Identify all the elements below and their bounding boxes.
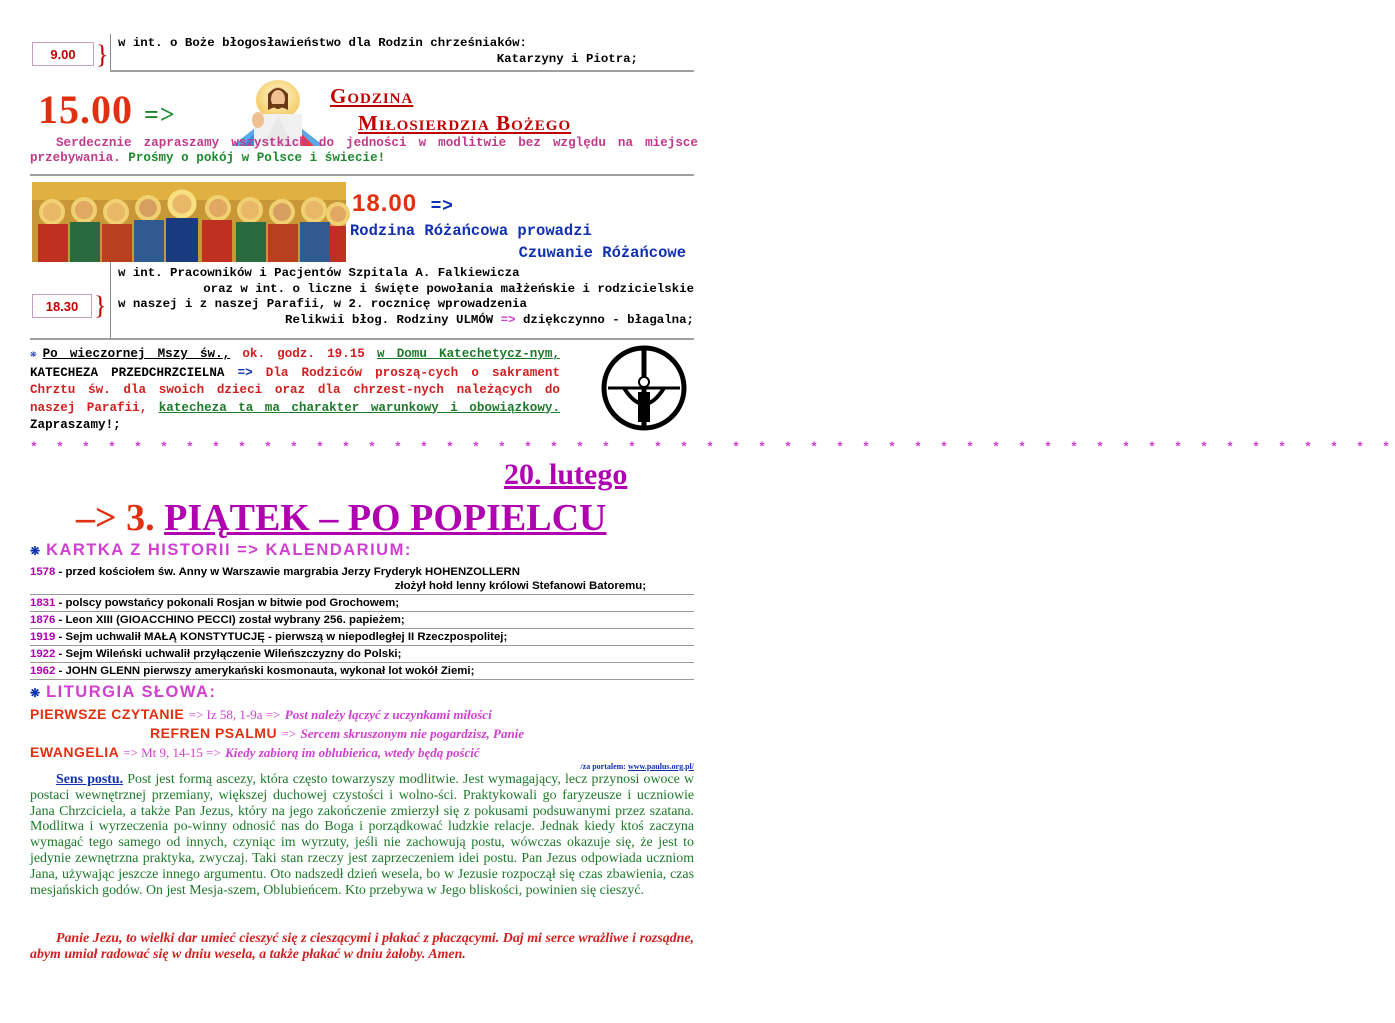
calendar-entry	[30, 613, 690, 627]
intention-line: Katarzyny i Piotra;	[496, 51, 638, 66]
calendar-text: - Leon XIII (GIOACCHINO PECCI) został wybrany 256. papieżem;	[55, 614, 405, 626]
calendar-year: 1962	[30, 665, 56, 677]
catechesis-condition: katecheza ta ma charakter warunkowy i obowiązkowy.	[158, 400, 560, 415]
mercy-invitation	[30, 136, 698, 166]
intention-line	[118, 313, 694, 329]
mercy-title-line1: Godzina	[330, 84, 414, 108]
bullet-icon: ❋	[30, 686, 41, 700]
source-link[interactable]: www.paulus.org.pl/	[627, 762, 694, 771]
mercy-time-text: 15.00	[38, 87, 133, 132]
calendar-entry	[30, 565, 690, 593]
relics-text: Relikwii błog. Rodziny ULMÓW	[285, 312, 494, 327]
gospel-text: Kiedy zabiorą im oblubieńca, wtedy będą pościć	[225, 745, 480, 760]
calendar-text: - polscy powstańcy pokonali Rosjan w bitwie pod Grochowem;	[55, 597, 400, 609]
bullet-icon: ❋	[30, 544, 41, 558]
calendar-year: 1876	[30, 614, 56, 626]
day-title	[76, 496, 606, 540]
time-900: 9.00	[50, 46, 76, 62]
gospel-ref: => Mt 9, 14-15 =>	[123, 745, 221, 760]
calendar-heading	[30, 541, 412, 560]
arrow-icon: =>	[500, 312, 516, 327]
brace-icon: }	[94, 291, 107, 320]
psalm-ref: =>	[281, 726, 297, 741]
divider-horizontal	[30, 338, 694, 340]
first-reading	[30, 706, 492, 723]
intention-line: w int. o Boże błogosławieństwo dla Rodzin chrześniaków:	[118, 36, 527, 50]
calendar-year: 1578	[30, 566, 56, 578]
arrow-icon: =>	[144, 100, 176, 129]
intention-type: dziękczynno - błagalna;	[522, 312, 694, 327]
calendar-divider	[30, 611, 694, 612]
divider-horizontal	[30, 174, 694, 176]
arrow-icon: =>	[430, 195, 454, 215]
day-prefix: –> 3.	[76, 497, 155, 539]
first-reading-label: PIERWSZE CZYTANIE	[30, 706, 185, 722]
day-date: 20. lutego	[504, 458, 628, 491]
calendar-text: - JOHN GLENN pierwszy amerykański kosmonauta, wykonał lot wokół Ziemi;	[55, 665, 475, 677]
rosary-time-text: 18.00	[352, 190, 418, 217]
intention-line: oraz w int. o liczne i święte powołania małżeńskie i rodzicielskie	[203, 281, 694, 296]
liturgy-heading	[30, 683, 216, 702]
calendar-year: 1922	[30, 648, 56, 660]
divider-vertical	[110, 34, 111, 70]
rosary-line2: Czuwanie Różańcowe	[518, 244, 686, 262]
baptism-symbol-icon	[598, 342, 690, 434]
intention-line: w naszej i z naszej Parafii, w 2. rocznicę wprowadzenia	[118, 297, 527, 311]
apostles-icon-image	[32, 182, 346, 262]
divider-horizontal	[110, 70, 694, 72]
time-badge-1830	[32, 294, 92, 318]
psalm-label: REFREN PSALMU	[150, 725, 278, 741]
calendar-heading-text: KARTKA Z HISTORII => KALENDARIUM:	[46, 541, 412, 559]
rosary-text	[350, 220, 686, 264]
calendar-text-cont: złożył hołd lenny królowi Stefanowi Batoremu;	[394, 580, 646, 592]
prayer: Panie Jezu, to wielki dar umieć cieszyć się z cieszącymi i płakać z płaczącymi. Daj mi serce wrażliwe i rozsądne, abym umiał radować się w dniu wesela, a także płakać w dniu żałoby. Amen.	[30, 931, 694, 962]
catechesis-invite: Zapraszamy!;	[30, 418, 121, 432]
calendar-divider	[30, 594, 694, 595]
first-reading-text: Post należy łączyć z uczynkami miłości	[284, 707, 492, 722]
time-badge-900	[32, 42, 94, 66]
first-reading-ref: => Iz 58, 1-9a =>	[188, 707, 281, 722]
calendar-entry	[30, 596, 690, 610]
source-prefix: /za portalem:	[580, 762, 626, 771]
psalm	[150, 725, 524, 742]
rosary-time	[352, 190, 454, 218]
calendar-text: - Sejm uchwalił MAŁĄ KONSTYTUCJĘ - pierwszą w niepodległej II Rzeczpospolitej;	[55, 631, 508, 643]
reflection-body: Post jest formą ascezy, która często towarzyszy modlitwie. Jest wymagający, lecz przynosi owoce w postaci wewnętrznej przemiany, większej duchowej czystości i wolno-ści. Praktykowali go faryzeusze i uczniowie Jana Chrzciciela, a także Pan Jezus, który na jego zakończenie zmierzył się z pokusami podsuwanymi przez szatana. Modlitwa i wyrzeczenia po-winny odnosić nas do Boga i porządkować ludzkie relacje. Jednak kiedy ktoś zaczyna wymagać tego samego od innych, czyniąc im wyrzuty, jeśli nie zachowują postu, wówczas okazuje się, że jest to jedynie zewnętrzna praktyka, zwyczaj. Taki stan rzeczy jest zaprzeczeniem idei postu. Pan Jezus odpowiada uczniom Jana, używając jeszcze innego argumentu. Oto nadszedł dzień wesela, bo w Jezusie rozpoczął się czas zbawienia, czas mesjańskich godów. On jest Mesja-szem, Oblubieńcem. Kto przebywa w Jego bliskości, powinien się cieszyć.	[30, 772, 694, 898]
peace-prayer-text: Prośmy o pokój w Polsce i świecie!	[128, 151, 386, 165]
arrow-icon: =>	[237, 365, 253, 380]
calendar-text: - Sejm Wileński uchwalił przyłączenie Wileńszczyzny do Polski;	[55, 648, 402, 660]
catechesis-part1: Po wieczornej Mszy św.,	[42, 347, 231, 361]
calendar-text: - przed kościołem św. Anny w Warszawie margrabia Jerzy Fryderyk HOHENZOLLERN	[55, 566, 520, 578]
gospel	[30, 744, 480, 761]
liturgy-heading-text: LITURGIA SŁOWA:	[46, 683, 217, 701]
reflection	[30, 772, 694, 898]
calendar-entry	[30, 664, 690, 678]
brace-icon: }	[96, 40, 109, 69]
source-credit	[580, 762, 694, 771]
rosary-line1: Rodzina Różańcowa prowadzi	[350, 222, 592, 240]
intention-line: w int. Pracowników i Pacjentów Szpitala A. Falkiewicza	[118, 266, 520, 280]
catechesis-time: ok. godz. 19.15	[242, 347, 365, 361]
catechesis-place: w Domu Katechetycz-nym,	[377, 347, 560, 361]
calendar-divider	[30, 662, 694, 663]
intention-1830	[118, 266, 694, 328]
time-1830: 18.30	[45, 298, 79, 314]
calendar-entry	[30, 630, 690, 644]
calendar-divider	[30, 645, 694, 646]
gospel-label: EWANGELIA	[30, 744, 119, 760]
intention-900	[118, 36, 638, 67]
calendar-entry	[30, 647, 690, 661]
calendar-divider	[30, 679, 694, 680]
calendar-year: 1919	[30, 631, 56, 643]
day-name: PIĄTEK – PO POPIELCU	[164, 497, 607, 539]
divider-vertical	[110, 262, 111, 338]
calendar-year: 1831	[30, 597, 56, 609]
reflection-heading: Sens postu.	[56, 772, 124, 787]
calendar-divider	[30, 628, 694, 629]
catechesis-audience: Dla Rodziców proszą-cych o sakrament Chrztu św. dla swoich dzieci oraz dla chrzest-nych należących do naszej Parafii,	[30, 365, 561, 415]
mercy-title	[330, 84, 670, 136]
mercy-time	[38, 86, 176, 133]
bullet-icon: ❋	[30, 349, 37, 361]
star-separator: * * * * * * * * * * * * * * * * * * * * * * * * * * * * * * * * * * * * * * * * * * * * * * * * * * * * *	[30, 440, 1395, 455]
psalm-text: Sercem skruszonym nie pogardzisz, Panie	[300, 726, 525, 741]
mercy-invitation-text: Serdecznie zapraszamy wszystkich do jedności w modlitwie bez względu na miejsce przebywania.	[30, 136, 698, 165]
catechesis-block	[30, 346, 560, 435]
mercy-title-line2: Miłosierdzia Bożego	[358, 111, 572, 135]
catechesis-title: KATECHEZA PRZEDCHRZCIELNA	[30, 365, 225, 380]
